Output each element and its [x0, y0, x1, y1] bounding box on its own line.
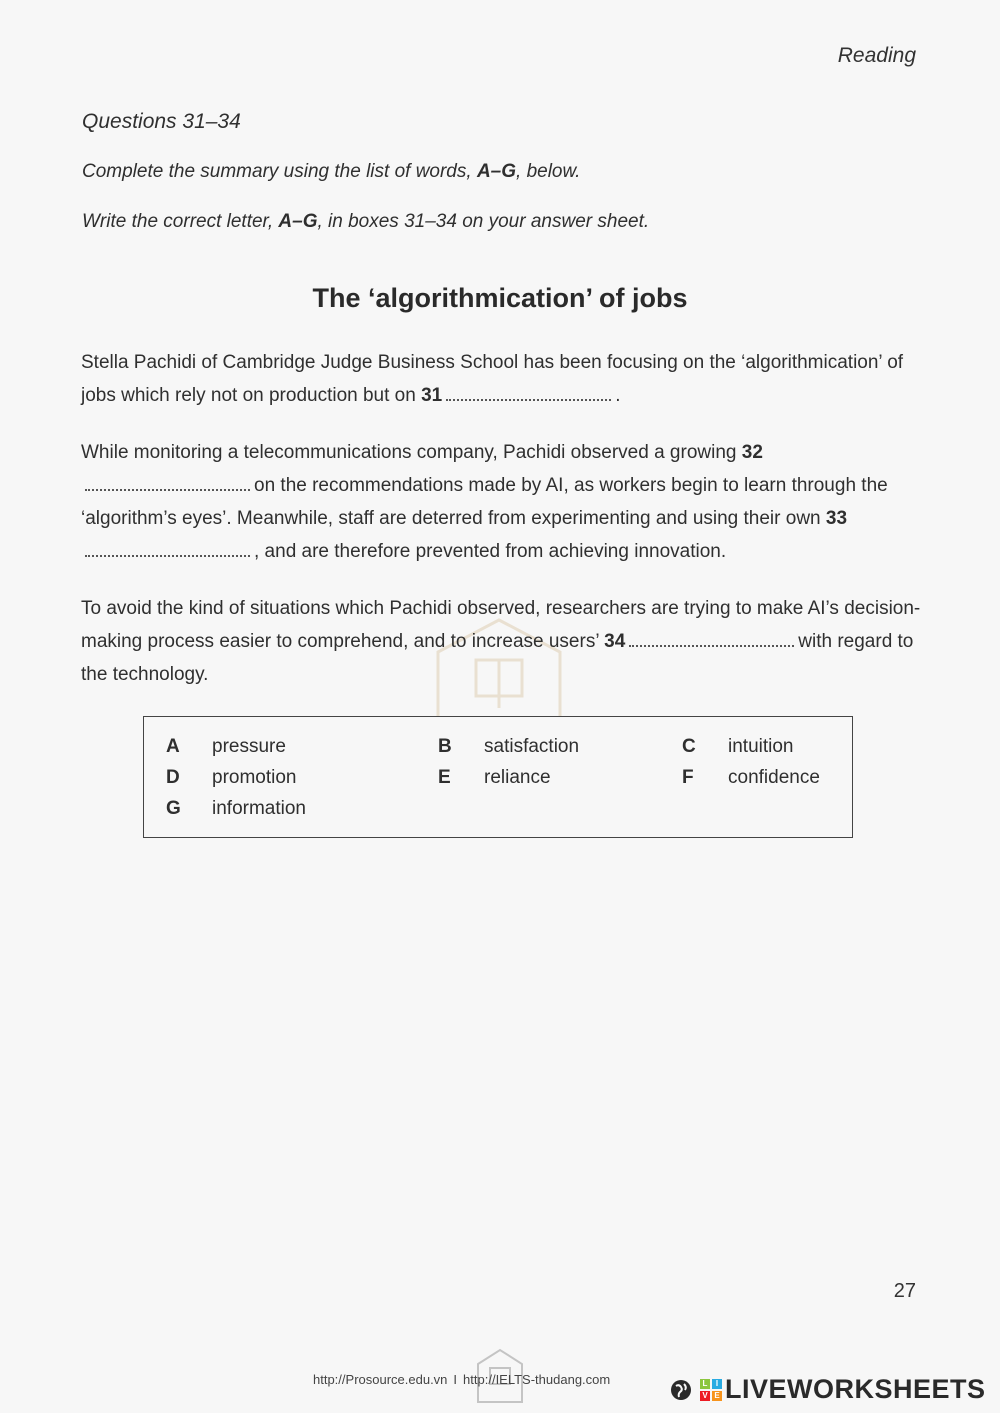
option-word: confidence — [728, 767, 820, 788]
option-letter: B — [438, 736, 452, 757]
option-word: pressure — [212, 736, 286, 757]
summary-text: on the recommendations made by AI, as workers begin to learn through the ‘algorithm’s eyes’. Meanwhile, staff are deterred from experimenting and using their own — [81, 475, 888, 529]
option-letter: G — [166, 798, 181, 819]
gap-number-31: 31 — [421, 385, 443, 406]
gap-number-34: 34 — [604, 631, 626, 652]
summary-text: , and are therefore prevented from achieving innovation. — [254, 541, 727, 562]
instructions-block — [82, 110, 922, 260]
globe-icon — [670, 1379, 692, 1401]
footer-link-ielts[interactable]: http://IELTS-thudang.com — [463, 1372, 611, 1387]
summary-paragraph-2 — [81, 436, 921, 568]
word-list-box — [143, 716, 853, 838]
gap-number-33: 33 — [825, 508, 848, 529]
summary-paragraph-3 — [81, 592, 921, 691]
footer-separator: I — [453, 1372, 458, 1387]
footer-link-prosource[interactable]: http://Prosource.edu.vn — [313, 1372, 448, 1387]
option-d — [166, 767, 297, 789]
instruction-letter-range: A–G — [278, 211, 318, 232]
option-e — [438, 767, 551, 789]
summary-body — [81, 346, 921, 715]
question-range: Questions 31–34 — [82, 110, 241, 133]
option-word: information — [212, 798, 306, 819]
summary-text: . — [615, 385, 621, 406]
instruction-letter-range: A–G — [476, 161, 517, 182]
instruction-text: , in boxes 31–34 on your answer sheet. — [317, 211, 650, 232]
logo-letter: I — [712, 1379, 722, 1389]
answer-gap-34[interactable] — [629, 635, 794, 647]
footer-links — [313, 1372, 610, 1387]
page-number: 27 — [893, 1280, 916, 1302]
instruction-line-2 — [82, 210, 922, 234]
option-g — [166, 798, 306, 820]
logo-letter: V — [700, 1391, 710, 1401]
instruction-text: , below. — [516, 161, 581, 182]
option-f — [682, 767, 820, 789]
instruction-line-1 — [82, 160, 922, 184]
section-label: Reading — [837, 44, 916, 67]
summary-text: While monitoring a telecommunications company, Pachidi observed a growing — [81, 442, 737, 463]
logo-letter: L — [700, 1379, 710, 1389]
option-b — [438, 736, 579, 758]
summary-title: The ‘algorithmication’ of jobs — [312, 283, 688, 313]
liveworksheets-brand[interactable] — [670, 1374, 986, 1405]
logo-letter: E — [712, 1391, 722, 1401]
option-word: reliance — [484, 767, 551, 788]
answer-gap-33[interactable] — [85, 545, 250, 557]
instruction-text: Write the correct letter, — [82, 211, 279, 232]
option-letter: F — [682, 767, 694, 788]
option-letter: E — [438, 767, 451, 788]
summary-paragraph-1 — [81, 346, 921, 412]
summary-text: To avoid the kind of situations which Pachidi observed, researchers are trying to make AI’s decision-making process easier to comprehend, and to increase users’ — [81, 598, 921, 652]
option-word: promotion — [212, 767, 297, 788]
option-a — [166, 736, 286, 758]
answer-gap-31[interactable] — [446, 389, 611, 401]
instruction-text: Complete the summary using the list of words, — [82, 161, 477, 182]
option-c — [682, 736, 794, 758]
option-letter: A — [166, 736, 180, 757]
summary-text: Stella Pachidi of Cambridge Judge Business School has been focusing on the ‘algorithmication’ of jobs which rely not on production but on — [81, 352, 904, 406]
gap-number-32: 32 — [741, 442, 763, 463]
liveworksheets-logo-icon — [700, 1379, 722, 1401]
summary-text: with regard to the technology. — [81, 631, 914, 685]
option-word: satisfaction — [484, 736, 580, 757]
option-letter: D — [166, 767, 180, 788]
liveworksheets-wordmark: LIVEWORKSHEETS — [725, 1374, 986, 1404]
option-letter: C — [682, 736, 696, 757]
answer-gap-32[interactable] — [85, 479, 250, 491]
option-word: intuition — [728, 736, 794, 757]
